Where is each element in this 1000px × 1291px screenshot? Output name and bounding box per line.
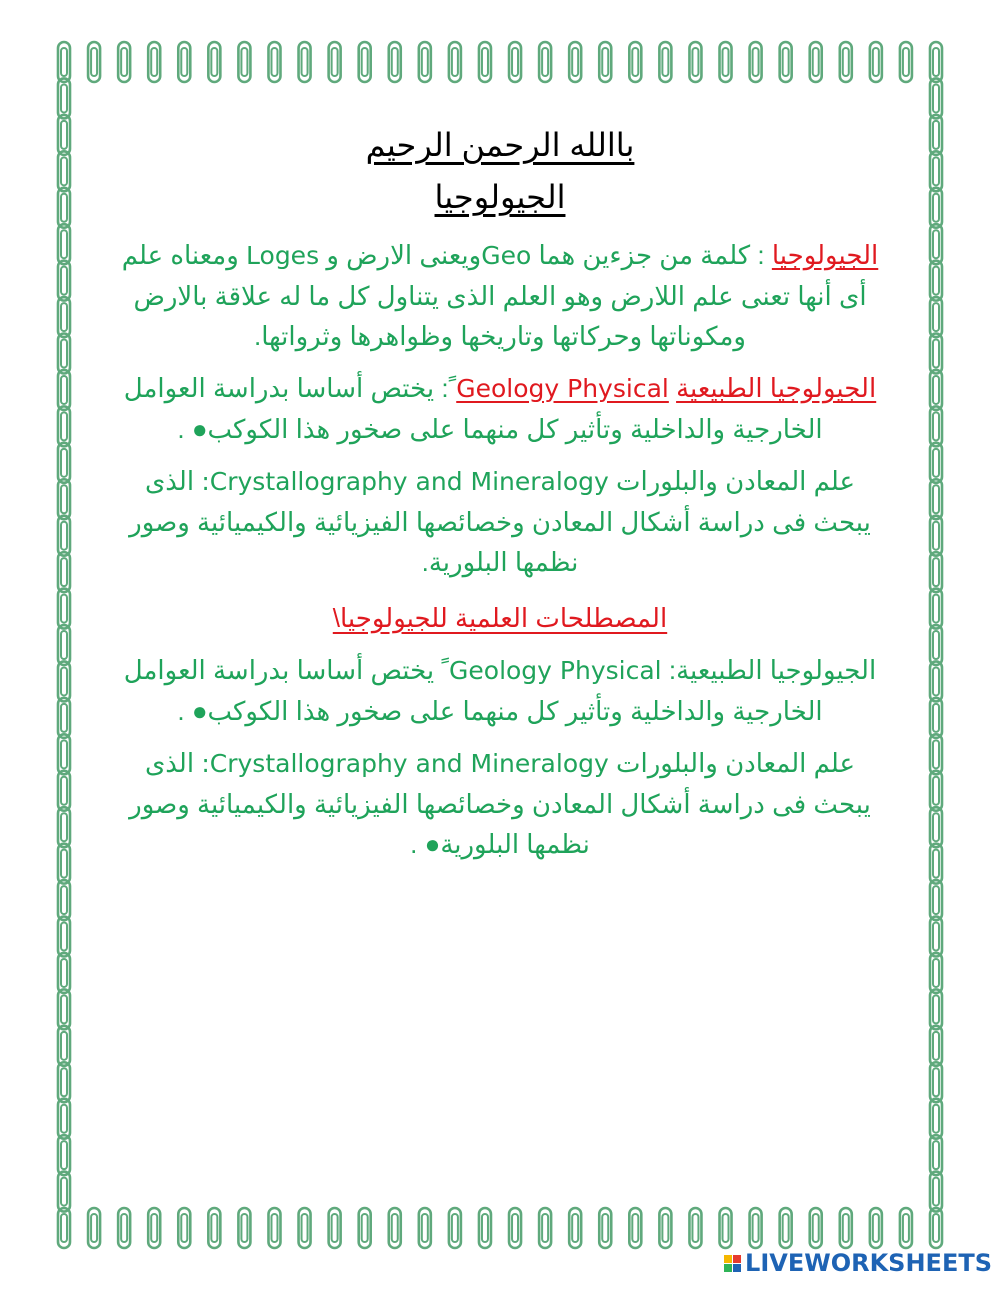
paperclip-decoration-101 <box>930 807 942 847</box>
paperclip-decoration-116 <box>58 1099 70 1139</box>
crystallography-en: Crystallography and Mineralogy: <box>201 466 609 496</box>
paperclip-decoration-106 <box>58 917 70 957</box>
paperclip-decoration-51 <box>810 1208 822 1248</box>
paperclip-decoration-38 <box>629 42 641 82</box>
paperclip-decoration-55 <box>870 1208 882 1248</box>
paperclip-decoration-60 <box>58 78 70 118</box>
paperclip-decoration-107 <box>930 917 942 957</box>
paperclip-decoration-56 <box>900 42 912 82</box>
paperclip-decoration-85 <box>930 516 942 556</box>
paperclip-decoration-61 <box>930 78 942 118</box>
paperclip-decoration-72 <box>58 297 70 337</box>
crystallography-text: الذى يبحث فى دراسة أشكال المعادن وخصائصها الفيزيائية والكيميائية وصور نظمها البلورية. <box>129 465 871 577</box>
paperclip-decoration-71 <box>930 261 942 301</box>
physical-geology-paragraph-2 <box>118 650 882 731</box>
paperclip-decoration-29 <box>479 1208 491 1248</box>
crystallography2-en: Crystallography and Mineralogy: <box>201 748 609 778</box>
paperclip-decoration-81 <box>930 443 942 483</box>
paperclip-decoration-44 <box>720 42 732 82</box>
paperclip-decoration-80 <box>58 443 70 483</box>
paperclip-decoration-13 <box>238 1208 250 1248</box>
paperclip-decoration-66 <box>58 188 70 228</box>
paperclip-decoration-41 <box>659 1208 671 1248</box>
paperclip-decoration-90 <box>58 625 70 665</box>
paperclip-decoration-63 <box>930 115 942 155</box>
paperclip-decoration-84 <box>58 516 70 556</box>
paperclip-decoration-74 <box>58 334 70 374</box>
paperclip-decoration-89 <box>930 589 942 629</box>
paperclip-decoration-6 <box>148 42 160 82</box>
paperclip-decoration-70 <box>58 261 70 301</box>
paperclip-decoration-96 <box>58 734 70 774</box>
crystallography-paragraph <box>118 461 882 582</box>
paperclip-decoration-5 <box>118 1208 130 1248</box>
paperclip-decoration-33 <box>539 1208 551 1248</box>
paperclip-decoration-87 <box>930 552 942 592</box>
paperclip-decoration-25 <box>419 1208 431 1248</box>
paperclip-decoration-0 <box>58 42 70 82</box>
paperclip-decoration-102 <box>58 844 70 884</box>
paperclip-decoration-109 <box>930 953 942 993</box>
paperclip-decoration-114 <box>58 1062 70 1102</box>
paperclip-decoration-115 <box>930 1062 942 1102</box>
paperclip-decoration-45 <box>720 1208 732 1248</box>
paperclip-decoration-62 <box>58 115 70 155</box>
paperclip-decoration-31 <box>509 1208 521 1248</box>
paperclip-decoration-59 <box>930 1208 942 1248</box>
paperclip-decoration-68 <box>58 224 70 264</box>
paperclip-decoration-4 <box>118 42 130 82</box>
paperclip-decoration-34 <box>569 42 581 82</box>
paperclip-decoration-20 <box>359 42 371 82</box>
paperclip-decoration-98 <box>58 771 70 811</box>
crystallography2-ar: علم المعادن والبلورات <box>608 747 856 778</box>
paperclip-decoration-18 <box>329 42 341 82</box>
paperclip-decoration-111 <box>930 989 942 1029</box>
paperclip-decoration-57 <box>900 1208 912 1248</box>
paperclip-decoration-95 <box>930 698 942 738</box>
paperclip-decoration-30 <box>509 42 521 82</box>
paperclip-decoration-12 <box>238 42 250 82</box>
paperclip-decoration-54 <box>870 42 882 82</box>
paperclip-decoration-14 <box>268 42 280 82</box>
paperclip-decoration-7 <box>148 1208 160 1248</box>
paperclip-decoration-112 <box>58 1026 70 1066</box>
paperclip-decoration-92 <box>58 661 70 701</box>
physical-term-en: Geology Physical <box>456 373 669 403</box>
paperclip-decoration-113 <box>930 1026 942 1066</box>
paperclip-decoration-100 <box>58 807 70 847</box>
paperclip-decoration-50 <box>810 42 822 82</box>
paperclip-decoration-73 <box>930 297 942 337</box>
paperclip-decoration-32 <box>539 42 551 82</box>
paperclip-decoration-37 <box>599 1208 611 1248</box>
paperclip-decoration-121 <box>930 1172 942 1212</box>
paperclip-decoration-103 <box>930 844 942 884</box>
intro-loges: Loges <box>246 240 320 270</box>
paperclip-decoration-10 <box>208 42 220 82</box>
paperclip-decoration-23 <box>389 1208 401 1248</box>
paperclip-decoration-76 <box>58 370 70 410</box>
paperclip-decoration-24 <box>419 42 431 82</box>
paperclip-decoration-2 <box>88 42 100 82</box>
paperclip-decoration-75 <box>930 334 942 374</box>
paperclip-decoration-21 <box>359 1208 371 1248</box>
crystallography2-text: الذى يبحث فى دراسة أشكال المعادن وخصائصها الفيزيائية والكيميائية وصور نظمها البلورية● . <box>129 747 871 859</box>
paperclip-decoration-110 <box>58 989 70 1029</box>
liveworksheets-icon <box>724 1255 741 1272</box>
paperclip-decoration-47 <box>750 1208 762 1248</box>
paperclip-decoration-39 <box>629 1208 641 1248</box>
paperclip-decoration-83 <box>930 479 942 519</box>
physical-text: ً: يختص أساسا بدراسة العوامل الخارجية والداخلية وتأثير كل منهما على صخور هذا الكوكب● . <box>123 372 823 444</box>
paperclip-decoration-78 <box>58 406 70 446</box>
paperclip-decoration-117 <box>930 1099 942 1139</box>
brand-text: LIVEWORKSHEETS <box>745 1249 992 1277</box>
paperclip-decoration-77 <box>930 370 942 410</box>
paperclip-decoration-26 <box>449 42 461 82</box>
page-title: الجيولوجيا <box>434 179 566 216</box>
paperclip-decoration-94 <box>58 698 70 738</box>
paperclip-decoration-42 <box>689 42 701 82</box>
paperclip-decoration-3 <box>88 1208 100 1248</box>
paperclip-decoration-22 <box>389 42 401 82</box>
intro-colon: : <box>750 239 772 270</box>
intro-paragraph <box>118 235 882 356</box>
physical2-text: ً يختص أساسا بدراسة العوامل الخارجية والداخلية وتأثير كل منهما على صخور هذا الكوكب● . <box>123 654 823 726</box>
paperclip-decoration-11 <box>208 1208 220 1248</box>
paperclip-decoration-65 <box>930 151 942 191</box>
intro-text-2: ويعنى الارض و <box>319 239 482 270</box>
paperclip-decoration-43 <box>689 1208 701 1248</box>
paperclip-decoration-86 <box>58 552 70 592</box>
paperclip-decoration-1 <box>58 1208 70 1248</box>
paperclip-decoration-48 <box>780 42 792 82</box>
paperclip-decoration-104 <box>58 880 70 920</box>
paperclip-decoration-28 <box>479 42 491 82</box>
paperclip-decoration-53 <box>840 1208 852 1248</box>
intro-term: الجيولوجيا <box>771 239 879 270</box>
paperclip-decoration-40 <box>659 42 671 82</box>
paperclip-decoration-8 <box>178 42 190 82</box>
paperclip-decoration-120 <box>58 1172 70 1212</box>
intro-text-3: ومعناه علم أى أنها تعنى علم اللارض وهو العلم الذى يتناول كل ما له علاقة بالارض ومكوناتها وحركاتها وتاريخها وظواهرها وثرواتها. <box>121 239 867 351</box>
paperclip-decoration-99 <box>930 771 942 811</box>
paperclip-decoration-17 <box>299 1208 311 1248</box>
paperclip-decoration-118 <box>58 1135 70 1175</box>
paperclip-decoration-93 <box>930 661 942 701</box>
paperclip-decoration-119 <box>930 1135 942 1175</box>
basmala-heading: باالله الرحمن الرحيم <box>365 127 635 163</box>
intro-text-1: كلمة من جزءين هما <box>531 239 751 270</box>
worksheet-page <box>118 118 882 1128</box>
physical-term-ar: الجيولوجيا الطبيعية <box>676 372 877 403</box>
crystallography-paragraph-2 <box>118 743 882 864</box>
physical2-term-en: Geology Physical <box>449 655 662 685</box>
paperclip-decoration-46 <box>750 42 762 82</box>
paperclip-decoration-19 <box>329 1208 341 1248</box>
paperclip-decoration-97 <box>930 734 942 774</box>
paperclip-decoration-79 <box>930 406 942 446</box>
physical-geology-paragraph <box>118 368 882 449</box>
paperclip-decoration-58 <box>930 42 942 82</box>
paperclip-decoration-67 <box>930 188 942 228</box>
intro-geo: Geo <box>481 240 532 270</box>
paperclip-decoration-88 <box>58 589 70 629</box>
paperclip-decoration-36 <box>599 42 611 82</box>
paperclip-decoration-91 <box>930 625 942 665</box>
paperclip-decoration-49 <box>780 1208 792 1248</box>
paperclip-decoration-9 <box>178 1208 190 1248</box>
paperclip-decoration-16 <box>299 42 311 82</box>
liveworksheets-logo[interactable] <box>724 1249 992 1277</box>
paperclip-decoration-69 <box>930 224 942 264</box>
paperclip-decoration-27 <box>449 1208 461 1248</box>
paperclip-decoration-105 <box>930 880 942 920</box>
paperclip-decoration-52 <box>840 42 852 82</box>
physical2-term-ar: الجيولوجيا الطبيعية: <box>661 654 877 685</box>
paperclip-decoration-15 <box>268 1208 280 1248</box>
crystallography-ar: علم المعادن والبلورات <box>608 465 856 496</box>
paperclip-decoration-82 <box>58 479 70 519</box>
terms-heading: المصطلحات العلمية للجيولوجيا\ <box>332 602 668 633</box>
paperclip-decoration-35 <box>569 1208 581 1248</box>
paperclip-decoration-108 <box>58 953 70 993</box>
paperclip-decoration-64 <box>58 151 70 191</box>
